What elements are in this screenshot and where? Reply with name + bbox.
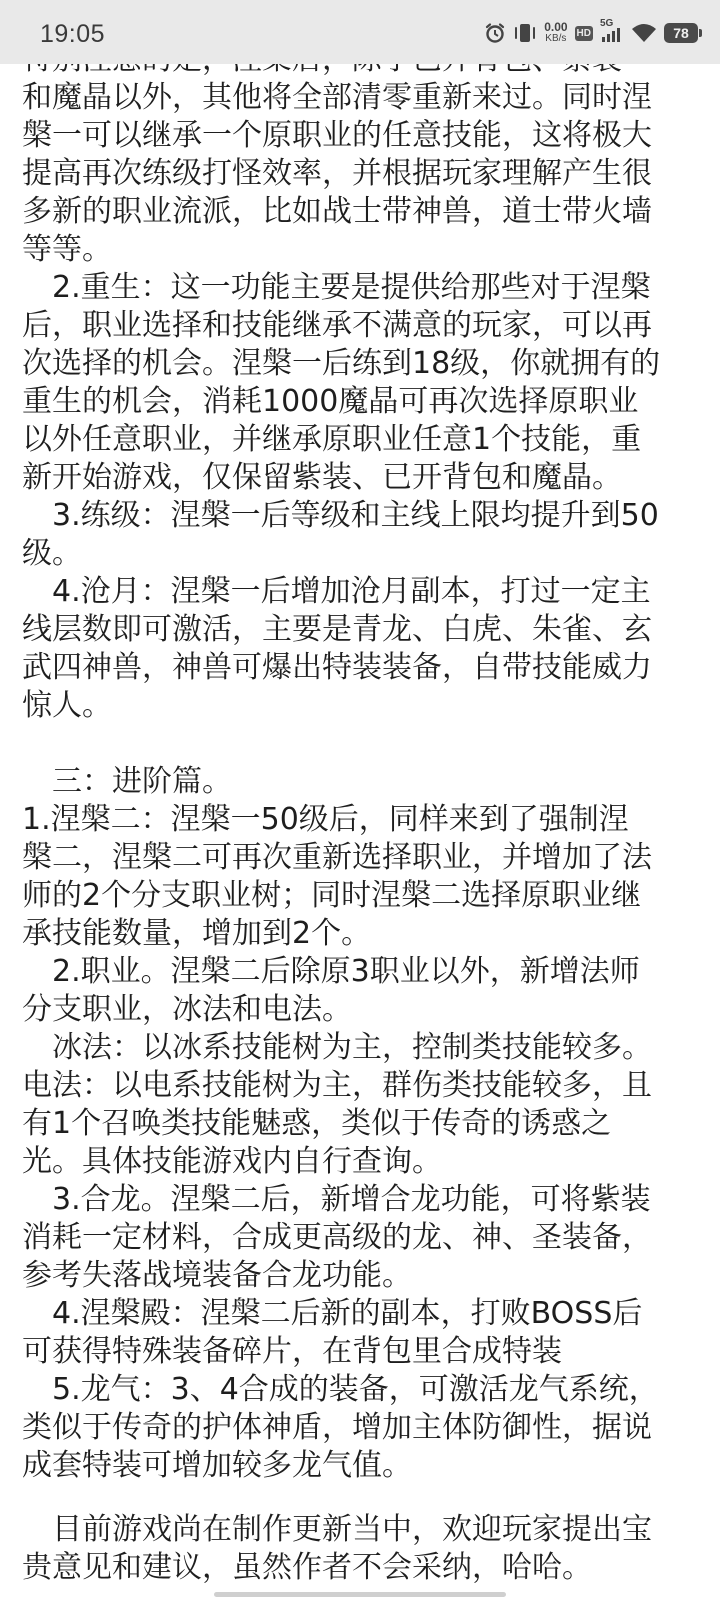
status-icons [484, 18, 698, 48]
battery-icon [664, 23, 698, 43]
article-line: 线层数即可激活，主要是青龙、白虎、朱雀、玄 [22, 612, 652, 647]
article-line: 3.合龙。涅槃二后，新增合龙功能，可将紫装 [22, 1182, 651, 1217]
vibrate-icon [513, 22, 537, 44]
article-line: 有1个召唤类技能魅惑，类似于传奇的诱惑之 [22, 1106, 612, 1141]
article-line: 1.涅槃二：涅槃一50级后，同样来到了强制涅 [22, 802, 629, 837]
battery-level: 78 [673, 25, 689, 41]
article-line: 电法：以电系技能树为主，群伤类技能较多，且 [22, 1068, 652, 1103]
article-line: 类似于传奇的护体神盾，增加主体防御性，据说 [22, 1410, 652, 1445]
article-line: 4.涅槃殿：涅槃二后新的副本，打败BOSS后 [22, 1296, 643, 1331]
network-speed [544, 22, 567, 44]
article-line: 等等。 [22, 232, 112, 267]
home-indicator[interactable] [214, 1592, 506, 1597]
article-line: 槃一可以继承一个原职业的任意技能，这将极大 [22, 118, 652, 153]
article-line: 承技能数量，增加到2个。 [22, 916, 372, 951]
article-line: 光。具体技能游戏内自行查询。 [22, 1144, 442, 1179]
hd-icon: HD [576, 27, 591, 39]
network-speed-unit: KB/s [545, 33, 567, 44]
article-line: 贵意见和建议，虽然作者不会采纳，哈哈。 [22, 1550, 592, 1585]
article-line: 分支职业，冰法和电法。 [22, 992, 352, 1027]
wifi-icon [631, 22, 657, 44]
article-line: 武四神兽，神兽可爆出特装装备，自带技能威力 [22, 650, 652, 685]
article-line: 次选择的机会。涅槃一后练到18级，你就拥有的 [22, 346, 661, 381]
article-line: 师的2个分支职业树；同时涅槃二选择原职业继 [22, 878, 642, 913]
article-line: 5.龙气：3、4合成的装备，可激活龙气系统， [22, 1372, 659, 1407]
article-line: 可获得特殊装备碎片，在背包里合成特装 [22, 1334, 562, 1369]
article-line: 成套特装可增加较多龙气值。 [22, 1448, 412, 1483]
article-line: 后，职业选择和技能继承不满意的玩家，可以再 [22, 308, 652, 343]
article-line: 提高再次练级打怪效率，并根据玩家理解产生很 [22, 156, 652, 191]
article-line: 以外任意职业，并继承原职业任意1个技能，重 [22, 422, 642, 457]
article-line: 和魔晶以外，其他将全部清零重新来过。同时涅 [22, 80, 652, 115]
article-line: 级。 [22, 536, 82, 571]
network-speed-value: 0.00 [544, 20, 568, 34]
article-line: 槃二，涅槃二可再次重新选择职业，并增加了法 [22, 840, 652, 875]
article-line: 2.职业。涅槃二后除原3职业以外，新增法师 [22, 954, 640, 989]
article-line: 冰法：以冰系技能树为主，控制类技能较多。 [22, 1030, 652, 1065]
signal-5g-label: 5G [600, 18, 614, 29]
article-line: 目前游戏尚在制作更新当中，欢迎玩家提出宝 [22, 1512, 652, 1547]
article-line: 参考失落战境装备合龙功能。 [22, 1258, 412, 1293]
article-line: 消耗一定材料，合成更高级的龙、神、圣装备， [22, 1220, 652, 1255]
article-line: 多新的职业流派，比如战士带神兽，道士带火墙 [22, 194, 652, 229]
status-time: 19:05 [40, 20, 106, 48]
section-heading: 三：进阶篇。 [22, 764, 232, 799]
signal-5g-icon [600, 18, 624, 44]
article-line: 2.重生：这一功能主要是提供给那些对于涅槃 [22, 270, 651, 305]
status-bar [0, 0, 720, 64]
alarm-icon [484, 22, 506, 44]
article-line: 重生的机会，消耗1000魔晶可再次选择原职业 [22, 384, 639, 419]
article-line: 惊人。 [22, 688, 112, 723]
article-line: 新开始游戏，仅保留紫装、已开背包和魔晶。 [22, 460, 622, 495]
article-line: 3.练级：涅槃一后等级和主线上限均提升到50 [22, 498, 659, 533]
article-line: 4.沧月：涅槃一后增加沧月副本，打过一定主 [22, 574, 651, 609]
